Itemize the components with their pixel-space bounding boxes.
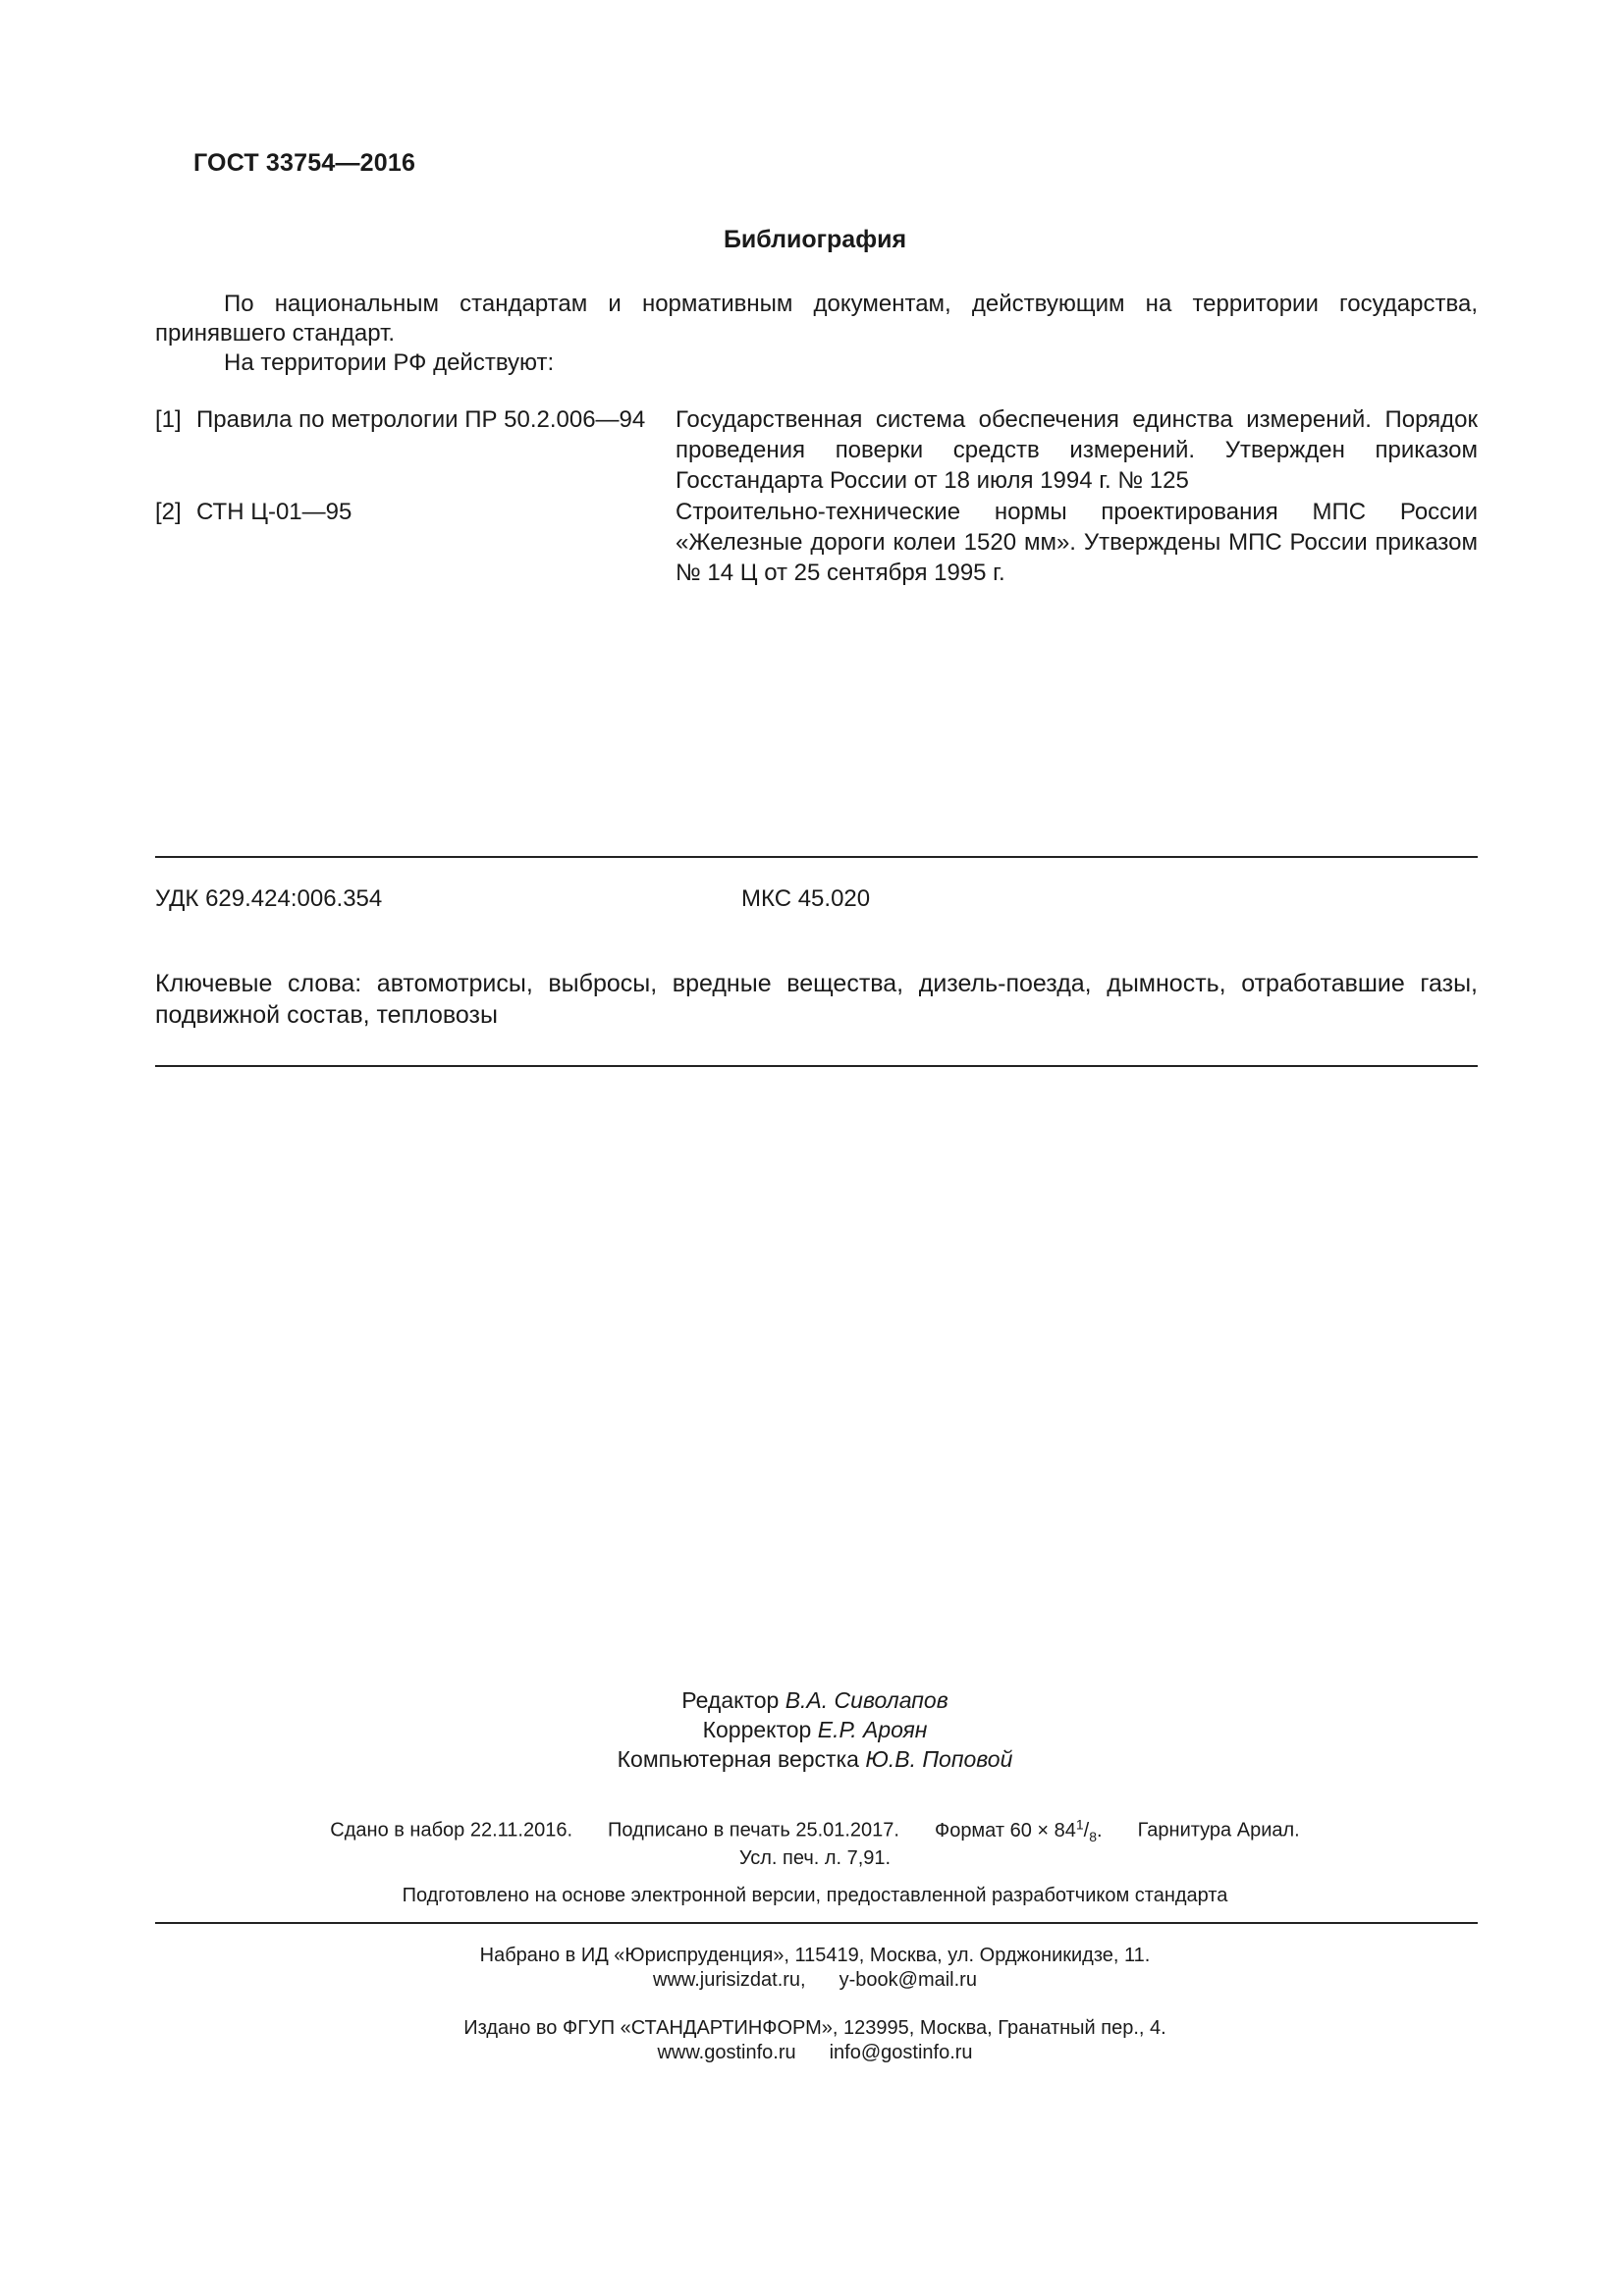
entry-name: СТН Ц-01—95 <box>196 499 352 525</box>
signed-date: Подписано в печать 25.01.2017. <box>608 1819 899 1842</box>
entry-number: [2] <box>155 499 182 525</box>
print-info-line-1 <box>0 1813 1624 1847</box>
editor-line <box>0 1685 1624 1715</box>
mks-code: МКС 45.020 <box>741 885 871 912</box>
typesetter-imprint <box>0 1944 1624 1993</box>
proofreader-name: Е.Р. Ароян <box>817 1717 928 1742</box>
divider-bottom <box>155 1922 1478 1924</box>
layout-name: Ю.В. Поповой <box>865 1746 1013 1772</box>
typesetter-email: y-book@mail.ru <box>839 1969 977 1991</box>
publisher-imprint <box>0 2016 1624 2065</box>
typesetter-address: Набрано в ИД «Юриспруденция», 115419, Москва, ул. Орджоникидзе, 11. <box>479 1945 1151 1966</box>
divider-middle <box>155 1065 1478 1067</box>
bibliography-intro <box>155 290 1478 378</box>
bibliography-title: Библиография <box>723 226 907 253</box>
intro-paragraph-2: На территории РФ действуют: <box>224 349 555 376</box>
entry-name: Правила по метрологии ПР 50.2.006—94 <box>196 406 646 433</box>
bibliography-entry <box>155 404 1478 498</box>
typesetter-contacts <box>0 1968 1624 1993</box>
print-info <box>0 1813 1624 1869</box>
layout-line <box>0 1744 1624 1774</box>
entry-description: Государственная система обеспечения единства измерений. Порядок проведения поверки средств измерений. Утвержден приказом Госстандарта России от 18 июля 1994 г. № 125 <box>676 406 1478 494</box>
credits-block <box>0 1685 1624 1774</box>
editor-name: В.А. Сиволапов <box>785 1687 948 1713</box>
proofreader-line <box>0 1715 1624 1744</box>
typesetter-site: www.jurisizdat.ru, <box>653 1969 806 1991</box>
udk-code: УДК 629.424:006.354 <box>155 885 383 912</box>
publisher-site: www.gostinfo.ru <box>657 2042 796 2063</box>
entry-number: [1] <box>155 406 182 433</box>
typeface: Гарнитура Ариал. <box>1137 1819 1300 1842</box>
bibliography-entry <box>155 497 1478 590</box>
editor-role: Редактор <box>681 1687 780 1713</box>
print-sheets: Усл. печ. л. 7,91. <box>738 1846 892 1869</box>
publisher-contacts <box>0 2041 1624 2065</box>
typeset-date: Сдано в набор 22.11.2016. <box>330 1819 573 1842</box>
layout-role: Компьютерная верстка <box>617 1746 859 1772</box>
paper-format: Формат $60 \times 84^1/_8$. <box>934 1816 1103 1844</box>
intro-paragraph-1: По национальным стандартам и нормативным документам, действующим на территории государства, принявшего стандарт. <box>155 291 1478 347</box>
publisher-email: info@gostinfo.ru <box>829 2042 973 2063</box>
proofreader-role: Корректор <box>702 1717 812 1742</box>
divider-top <box>155 856 1478 858</box>
keywords: Ключевые слова: автомотрисы, выбросы, вредные вещества, дизель-поезда, дымность, отработавшие газы, подвижной состав, тепловозы <box>155 970 1478 1029</box>
entry-description: Строительно-технические нормы проектирования МПС России «Железные дороги колеи 1520 мм». Утверждены МПС России приказом № 14 Ц от 25 сентября 1995 г. <box>676 499 1478 586</box>
document-number: ГОСТ 33754—2016 <box>193 149 416 177</box>
prepared-note: Подготовлено на основе электронной версии, предоставленной разработчиком стандарта <box>402 1885 1228 1906</box>
publisher-address: Издано во ФГУП «СТАНДАРТИНФОРМ», 123995, Москва, Гранатный пер., 4. <box>463 2017 1166 2039</box>
